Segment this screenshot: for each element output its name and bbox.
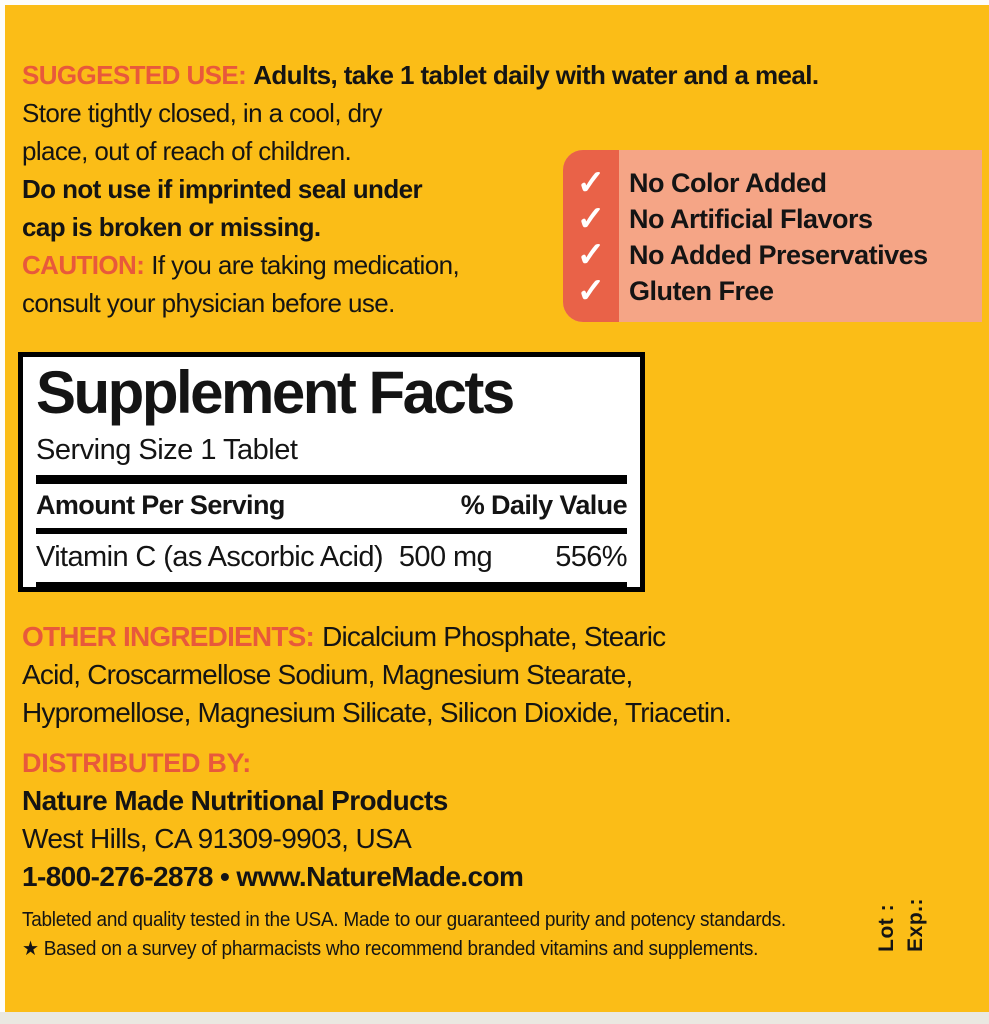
storage-line-2: place, out of reach of children. — [22, 136, 352, 166]
suggested-use-line — [22, 56, 819, 94]
nutrient-amount: 500 mg — [398, 541, 493, 573]
label-left-edge — [0, 0, 5, 1012]
distributor-phone-web: 1-800-276-2878 • www.NatureMade.com — [22, 861, 524, 892]
serving-size: Serving Size 1 Tablet — [36, 434, 298, 466]
distributor-address: West Hills, CA 91309-9903, USA — [22, 823, 412, 854]
suggested-use-label: SUGGESTED USE: — [22, 60, 247, 90]
label-bottom-edge — [0, 1012, 989, 1024]
storage-line-1: Store tightly closed, in a cool, dry — [22, 98, 382, 128]
claim-label: Gluten Free — [629, 275, 774, 306]
nutrient-name: Vitamin C (as Ascorbic Acid) — [36, 541, 383, 573]
caution-label: CAUTION: — [22, 250, 145, 280]
check-icon: ✓ — [576, 200, 606, 238]
distributor-block — [22, 744, 523, 896]
caution-line-2: consult your physician before use. — [22, 288, 395, 318]
check-icon: ✓ — [576, 164, 606, 202]
supplement-facts-title: Supplement Facts — [36, 359, 513, 426]
claims-list — [563, 165, 982, 309]
other-ingredients-block — [22, 618, 731, 732]
distributor-name: Nature Made Nutritional Products — [22, 785, 448, 816]
claim-row — [563, 165, 982, 201]
claims-panel — [563, 150, 982, 322]
claim-row — [563, 273, 982, 309]
fine-print-block — [22, 906, 786, 964]
check-icon: ✓ — [576, 272, 606, 310]
fine-print-line-2: ★ Based on a survey of pharmacists who recommend branded vitamins and supplements. — [22, 938, 759, 960]
exp-label: Exp.: — [904, 898, 927, 952]
other-ingredients-label: OTHER INGREDIENTS: — [22, 621, 315, 652]
caution-text: If you are taking medication, — [151, 250, 460, 280]
other-ingredients-line-3: Hypromellose, Magnesium Silicate, Silicon Dioxide, Triacetin. — [22, 697, 732, 728]
claim-row — [563, 201, 982, 237]
supplement-facts-panel — [18, 352, 645, 592]
lot-exp-block — [876, 898, 927, 952]
facts-header-row — [36, 484, 627, 528]
claim-row — [563, 237, 982, 273]
claim-label: No Added Preservatives — [629, 239, 928, 270]
other-ingredients-text: Dicalcium Phosphate, Stearic — [322, 621, 666, 652]
claim-label: No Color Added — [629, 167, 827, 198]
divider-bar — [36, 475, 627, 484]
lot-label: Lot : — [875, 903, 898, 952]
claim-label: No Artificial Flavors — [629, 203, 873, 234]
nutrient-row — [36, 534, 627, 582]
seal-warning-line-2: cap is broken or missing. — [22, 212, 321, 242]
check-icon: ✓ — [576, 236, 606, 274]
label-top-edge — [0, 0, 989, 5]
fine-print-line-1: Tableted and quality tested in the USA. Made to our guaranteed purity and potency standards. — [22, 909, 786, 931]
seal-warning-line-1: Do not use if imprinted seal under — [22, 174, 422, 204]
other-ingredients-line-2: Acid, Croscarmellose Sodium, Magnesium Stearate, — [22, 659, 633, 690]
nutrient-daily-value: 556% — [555, 541, 627, 573]
amount-per-serving-header: Amount Per Serving — [36, 490, 285, 520]
other-ingredients-line-1 — [22, 618, 731, 656]
suggested-use-text: Adults, take 1 tablet daily with water and a meal. — [253, 60, 819, 90]
daily-value-header: % Daily Value — [460, 490, 627, 520]
distributed-by-label: DISTRIBUTED BY: — [22, 748, 251, 778]
divider-bar — [36, 582, 627, 592]
